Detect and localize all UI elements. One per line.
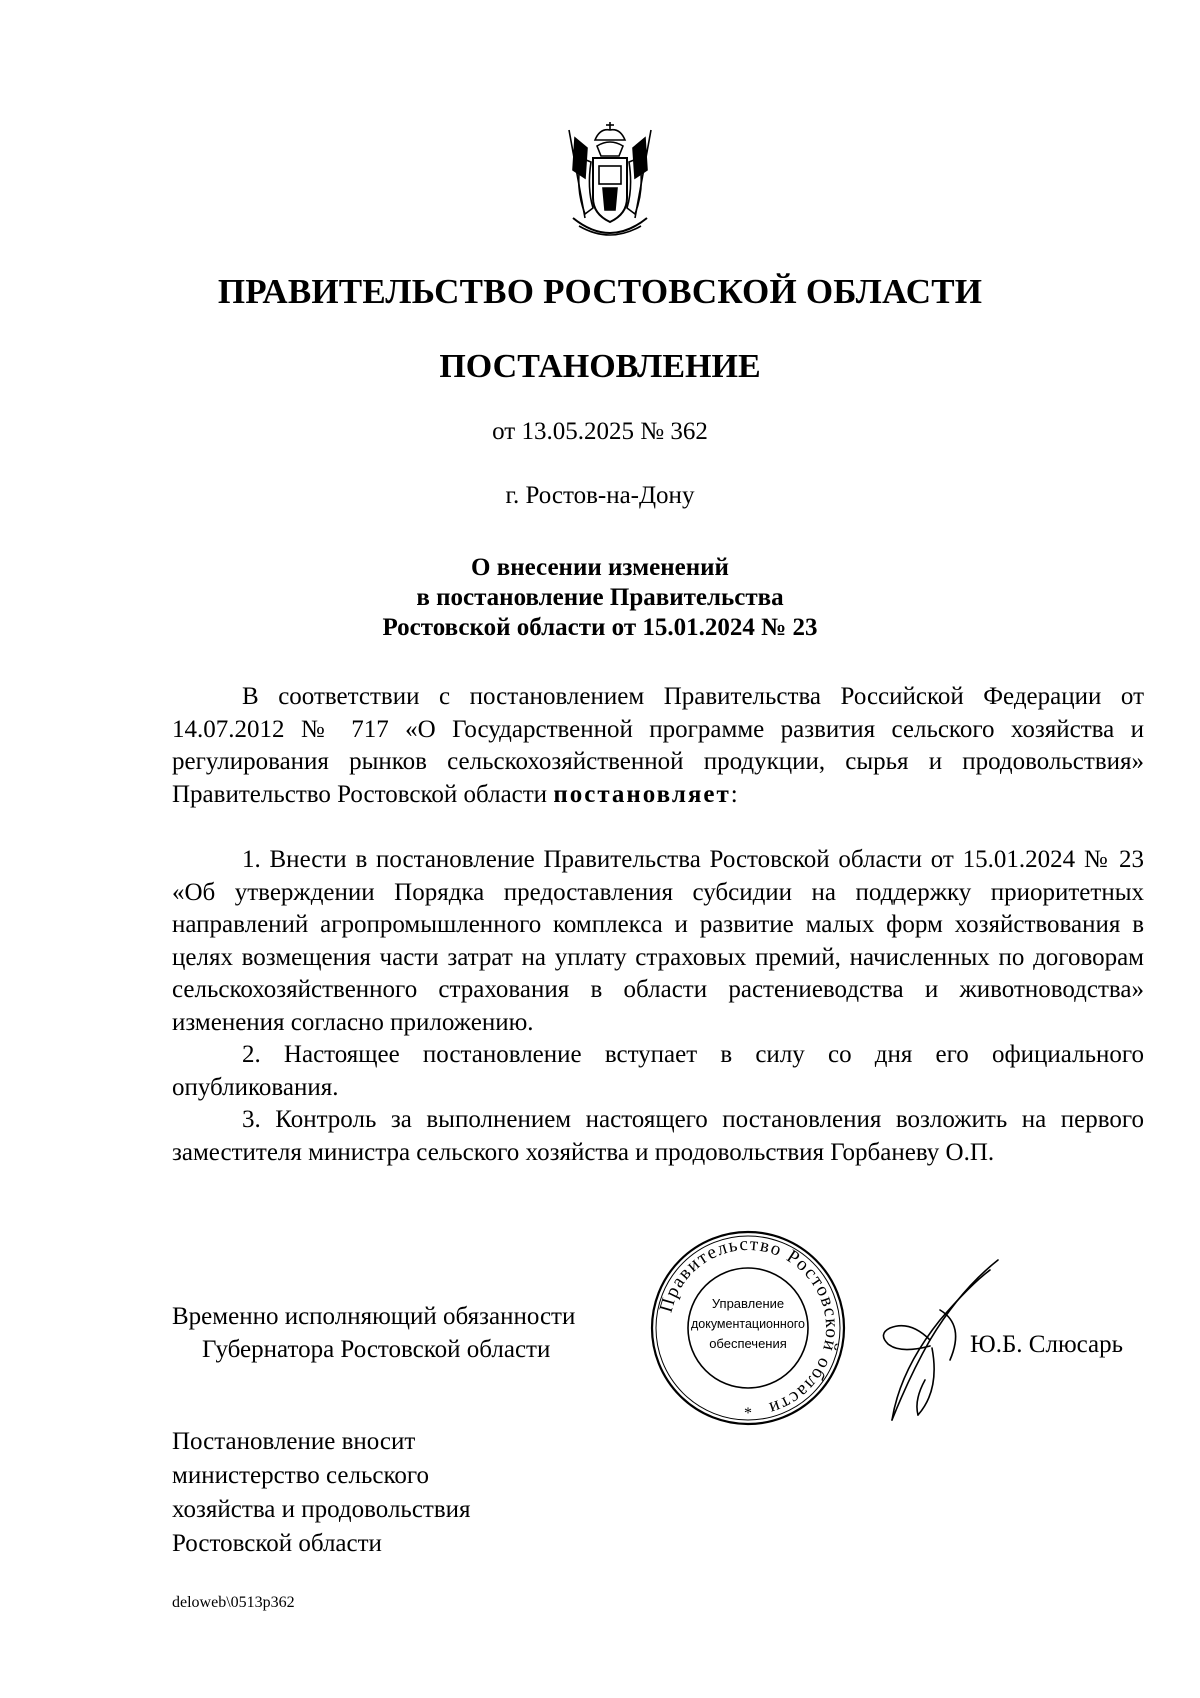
preamble xyxy=(172,681,1144,811)
seal-inner-line-3: обеспечения xyxy=(709,1336,787,1351)
seal-inner-line-1: Управление xyxy=(711,1296,785,1311)
official-seal xyxy=(648,1228,848,1428)
subject-line-3: Ростовской области от 15.01.2024 № 23 xyxy=(382,614,818,641)
introducer-line-2: министерство сельского xyxy=(172,1462,429,1489)
preamble-text: В соответствии с постановлением Правительства Российской Федерации от 14.07.2012 № 717 «О Государственной программе развития сельского хозяйства и регулирования рынков сельскохозяйственной продукции, сырья и продовольствия» Правительство Ростовской области xyxy=(172,683,1144,808)
introducer-line-3: хозяйства и продовольствия xyxy=(172,1496,471,1523)
resolution-item-1: 1. Внести в постановление Правительства Ростовской области от 15.01.2024 № 23 «Об утверждении Порядка предоставления субсидии на поддержку приоритетных направлений агропромышленного комплекса и развитие малых форм хозяйствования в целях возмещения части затрат на уплату страховых премий, начисленных по договорам сельскохозяйственного страхования в области растениеводства и животноводства» изменения согласно приложению. xyxy=(172,846,1144,1036)
signer-name: Ю.Б. Слюсарь xyxy=(970,1331,1124,1358)
subject-line-2: в постановление Правительства xyxy=(416,584,784,611)
introducer-line-4: Ростовской области xyxy=(172,1530,382,1557)
coat-of-arms-icon xyxy=(555,118,665,248)
seal-ring-text: Правительство Ростовской области xyxy=(655,1233,843,1420)
signer-position-line-1: Временно исполняющий обязанности xyxy=(172,1303,576,1330)
preamble-colon: : xyxy=(730,780,738,808)
footer-document-code: deloweb\0513p362 xyxy=(172,1594,295,1611)
subject-line-1: О внесении изменений xyxy=(471,554,729,581)
resolution-item-2: 2. Настоящее постановление вступает в силу со дня его официального опубликования. xyxy=(172,1041,1144,1101)
government-title: ПРАВИТЕЛЬСТВО РОСТОВСКОЙ ОБЛАСТИ xyxy=(217,272,983,311)
introducer-line-1: Постановление вносит xyxy=(172,1428,416,1455)
document-city: г. Ростов-на-Дону xyxy=(505,482,695,509)
seal-inner-line-2: документационного xyxy=(690,1317,806,1331)
introducer-block xyxy=(172,1425,471,1561)
signer-position xyxy=(172,1300,575,1366)
seal-star: * xyxy=(744,1405,752,1422)
preamble-paragraph xyxy=(172,681,1144,811)
resolution-items xyxy=(172,844,1144,1169)
document-type: ПОСТАНОВЛЕНИЕ xyxy=(439,348,761,385)
resolution-item-3: 3. Контроль за выполнением настоящего постановления возложить на первого заместителя министра сельского хозяйства и продовольствия Горбаневу О.П. xyxy=(172,1106,1144,1166)
document-date-number: от 13.05.2025 № 362 xyxy=(492,418,708,445)
signer-position-line-2: Губернатора Ростовской области xyxy=(202,1336,551,1363)
preamble-keyword: постановляет xyxy=(553,780,731,808)
document-subject xyxy=(0,553,1200,643)
